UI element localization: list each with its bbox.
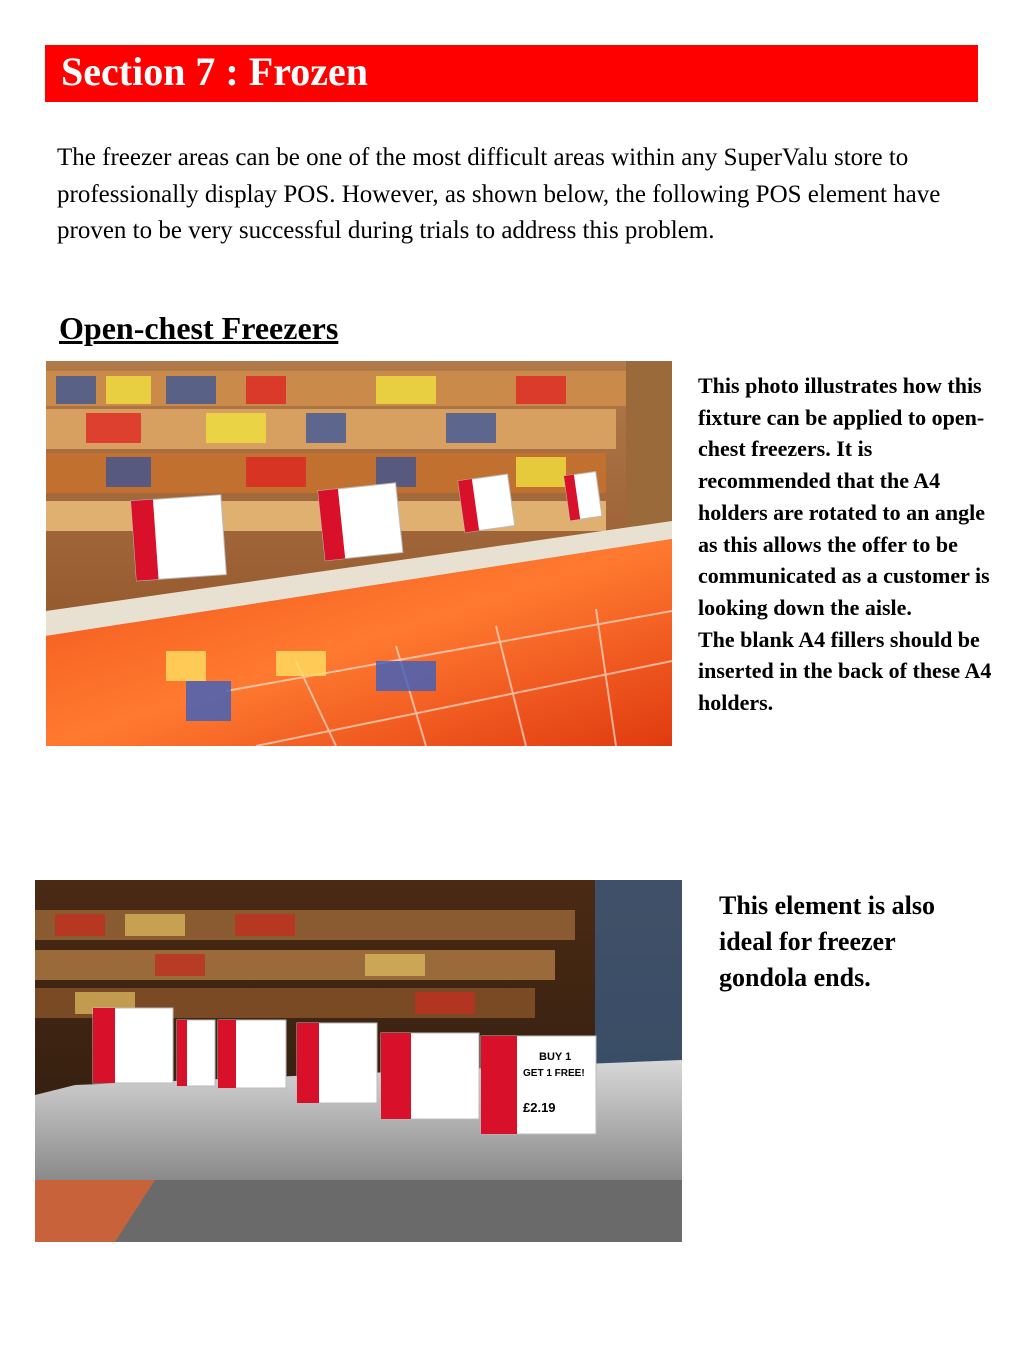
- figure-1-caption-main: This photo illustrates how this fixture can be applied to open-chest freezers. It is recommended that the A4 holders are rotated to an angle as this allows the offer to be communicated as a customer is looking down the aisle.: [698, 373, 990, 620]
- intro-paragraph: The freezer areas can be one of the most difficult areas within any SuperValu store to professionally display POS. However, as shown below, the following POS element have proven to be very successful during trials to address this problem.: [57, 144, 941, 244]
- sign-line2: GET 1 FREE!: [523, 1068, 585, 1079]
- freezer-gondola-illustration: [35, 880, 682, 1242]
- section-title-bar: [45, 45, 978, 102]
- sign-line1: BUY 1: [539, 1051, 572, 1063]
- freezer-gondola-end-photo: [35, 880, 682, 1242]
- figure-1-caption: [698, 370, 998, 719]
- subheading-open-chest-freezers: Open-chest Freezers: [59, 310, 339, 346]
- sign-price: £2.19: [523, 1100, 556, 1115]
- figure-1-caption-note: The blank A4 fillers should be inserted in the back of these A4 holders.: [698, 626, 992, 716]
- open-chest-freezer-illustration: [46, 361, 672, 746]
- figure-2-caption: This element is also ideal for freezer gondola ends.: [719, 891, 935, 992]
- section-title: Section 7 : Frozen: [61, 49, 368, 94]
- open-chest-freezer-photo: [46, 361, 672, 746]
